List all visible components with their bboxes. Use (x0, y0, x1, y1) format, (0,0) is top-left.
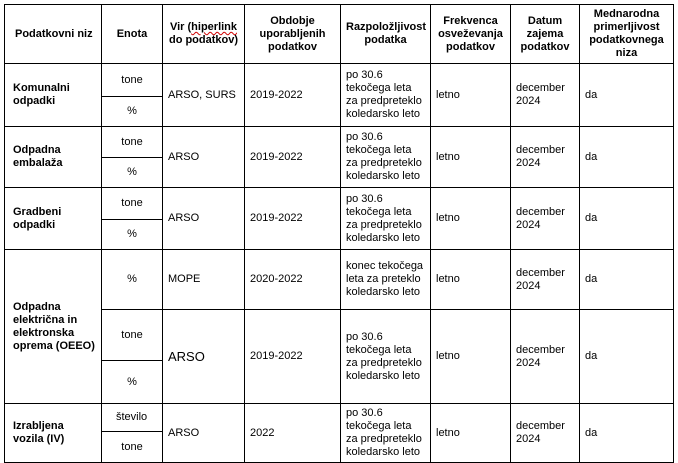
vir-cell: ARSO (163, 404, 245, 463)
unit-cell: tone (102, 127, 163, 158)
table-row (5, 127, 674, 158)
row-name: Odpadna električna in elektronska oprema (OEEO) (5, 250, 102, 404)
mednarodna-cell: da (580, 310, 674, 404)
unit-cell: število (102, 404, 163, 432)
razpolozljivost-cell: po 30.6 tekočega leta za predpreteklo koledarsko leto (341, 64, 431, 127)
header-row (5, 5, 674, 64)
row-name: Gradbeni odpadki (5, 188, 102, 250)
razpolozljivost-cell: po 30.6 tekočega leta za predpreteklo koledarsko leto (341, 127, 431, 188)
vir-cell: ARSO (163, 310, 245, 404)
table-row (5, 64, 674, 97)
obdobje-cell: 2019-2022 (245, 64, 341, 127)
obdobje-cell: 2022 (245, 404, 341, 463)
vir-cell: MOPE (163, 250, 245, 310)
unit-cell: tone (102, 432, 163, 463)
mednarodna-cell: da (580, 127, 674, 188)
unit-cell: % (102, 158, 163, 188)
header-niz: Podatkovni niz (5, 5, 102, 64)
unit-cell: tone (102, 64, 163, 97)
obdobje-cell: 2019-2022 (245, 310, 341, 404)
vir-cell: ARSO, SURS (163, 64, 245, 127)
header-mednarodna: Mednarodna primerljivost podatkovnega niza (580, 5, 674, 64)
datum-cell: december 2024 (511, 188, 580, 250)
data-series-table (4, 4, 674, 463)
mednarodna-cell: da (580, 64, 674, 127)
razpolozljivost-cell: konec tekočega leta za preteklo koledarsko leto (341, 250, 431, 310)
obdobje-cell: 2019-2022 (245, 188, 341, 250)
table-row (5, 188, 674, 220)
header-datum: Datum zajema podatkov (511, 5, 580, 64)
razpolozljivost-cell: po 30.6 tekočega leta za predpreteklo koledarsko leto (341, 188, 431, 250)
header-razpolozljivost: Razpoložljivost podatka (341, 5, 431, 64)
vir-cell: ARSO (163, 188, 245, 250)
vir-cell: ARSO (163, 127, 245, 188)
frekvenca-cell: letno (431, 310, 511, 404)
obdobje-cell: 2020-2022 (245, 250, 341, 310)
table-row (5, 310, 674, 361)
frekvenca-cell: letno (431, 188, 511, 250)
datum-cell: december 2024 (511, 127, 580, 188)
razpolozljivost-cell: po 30.6 tekočega leta za predpreteklo koledarsko leto (341, 310, 431, 404)
table-row (5, 404, 674, 432)
mednarodna-cell: da (580, 250, 674, 310)
header-vir: Vir (hiperlink do podatkov) (163, 5, 245, 64)
unit-cell: % (102, 250, 163, 310)
header-obdobje: Obdobje uporabljenih podatkov (245, 5, 341, 64)
table-row (5, 250, 674, 310)
row-name: Komunalni odpadki (5, 64, 102, 127)
datum-cell: december 2024 (511, 404, 580, 463)
datum-cell: december 2024 (511, 250, 580, 310)
frekvenca-cell: letno (431, 127, 511, 188)
frekvenca-cell: letno (431, 64, 511, 127)
frekvenca-cell: letno (431, 250, 511, 310)
vir-hyperlink-word: hiperlink (191, 21, 238, 33)
header-frekvenca: Frekvenca osveževanja podatkov (431, 5, 511, 64)
row-name: Izrabljena vozila (IV) (5, 404, 102, 463)
header-enota: Enota (102, 5, 163, 64)
unit-cell: % (102, 361, 163, 404)
datum-cell: december 2024 (511, 64, 580, 127)
unit-cell: tone (102, 188, 163, 220)
datum-cell: december 2024 (511, 310, 580, 404)
row-name: Odpadna embalaža (5, 127, 102, 188)
unit-cell: tone (102, 310, 163, 361)
unit-cell: % (102, 220, 163, 250)
frekvenca-cell: letno (431, 404, 511, 463)
unit-cell: % (102, 97, 163, 127)
razpolozljivost-cell: po 30.6 tekočega leta za predpreteklo koledarsko leto (341, 404, 431, 463)
mednarodna-cell: da (580, 188, 674, 250)
mednarodna-cell: da (580, 404, 674, 463)
obdobje-cell: 2019-2022 (245, 127, 341, 188)
